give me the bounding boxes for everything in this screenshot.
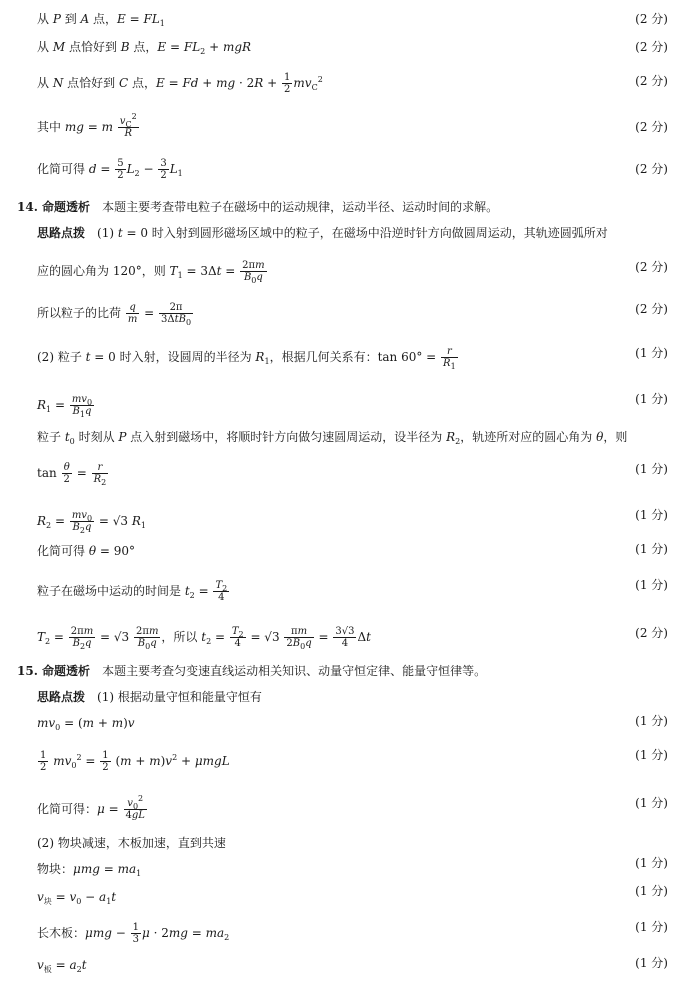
text-line-21: $\frac{1}{2}$ $mv_0^2$ = $\frac{1}{2}$ $(m + m)v^2 + \mu mgL$: [40, 750, 230, 773]
text-line-16: 粒子在磁场中运动的时间是 $t_2$ = $\frac{T_2}{4}$: [37, 580, 228, 603]
text-line-4: 其中 mg = m $\frac{v_C^2}{R}$: [37, 112, 137, 139]
text-line-9: 所以粒子的比荷 $\frac{q}{m}$ = $\frac{2\pi}{3\Delta tB_0}$: [37, 302, 192, 327]
text-line-24: 物块：$\mu mg = ma_1$: [37, 862, 142, 878]
score-label: (1 分): [635, 748, 668, 762]
score-label: (2 分): [635, 302, 668, 316]
text-line-25: $v_块 = v_0 - a_1t$: [37, 890, 117, 906]
text-line-22: 化简可得：μ = $\frac{v_0^2}{4gL}$: [37, 794, 145, 821]
score-label: (1 分): [635, 508, 668, 522]
score-label: (1 分): [635, 884, 668, 898]
score-label: (1 分): [635, 462, 668, 476]
score-label: (1 分): [635, 346, 668, 360]
score-label: (1 分): [635, 920, 668, 934]
score-label: (2 分): [635, 40, 668, 54]
score-label: (2 分): [635, 12, 668, 26]
score-label: (1 分): [635, 542, 668, 556]
score-label: (2 分): [635, 626, 668, 640]
score-label: (2 分): [635, 162, 668, 176]
score-label: (2 分): [635, 260, 668, 274]
text-line-23: (2) 物块减速，木板加速，直到共速: [37, 836, 226, 850]
text-line-14: $R_2$ = $\frac{mv_0}{B_2q}$ = √3 $R_1$: [37, 510, 146, 535]
text-line-10: (2) 粒子 t = 0 时入射，设圆周的半径为 $R_1$，根据几何关系有：tan 60° = $\frac{r}{R_1}$: [37, 346, 456, 371]
score-label: (1 分): [635, 392, 668, 406]
text-line-19: 思路点拨 (1) 根据动量守恒和能量守恒有: [37, 690, 262, 704]
text-line-8: 应的圆心角为 120°，则 $T_1 = 3\Delta t$ = $\frac{2\pi m}{B_0q}$: [37, 260, 265, 285]
text-line-1: 从 P 到 A 点，$E = FL_1$: [37, 12, 165, 28]
text-line-7: 思路点拨 (1) t = 0 时入射到圆形磁场区域中的粒子，在磁场中沿逆时针方向做圆周运动，其轨迹圆弧所对: [37, 226, 608, 240]
text-line-2: 从 M 点恰好到 B 点，$E = FL_2$ + mgR: [37, 40, 252, 56]
text-line-5: 化简可得 d = $\frac{5}{2}$ $L_2$ − $\frac{3}{2}$ $L_1$: [37, 158, 183, 181]
score-label: (1 分): [635, 956, 668, 970]
text-line-12: 粒子 $t_0$ 时刻从 P 点入射到磁场中，将顺时针方向做匀速圆周运动，设半径为 $R_2$，轨迹所对应的圆心角为 θ，则: [37, 430, 628, 446]
score-label: (2 分): [635, 120, 668, 134]
score-label: (1 分): [635, 796, 668, 810]
text-line-15: 化简可得 θ = 90°: [37, 544, 136, 558]
text-line-27: $v_板 = a_2t$: [37, 958, 87, 974]
text-line-3: 从 N 点恰好到 C 点，E = Fd + mg · 2R + $\frac{1}{2}$ $mv_C^2$: [37, 72, 323, 95]
score-label: (2 分): [635, 74, 668, 88]
text-line-20: $mv_0 = (m + m)v$: [37, 716, 135, 732]
text-line-17: $T_2$ = $\frac{2\pi m}{B_2q}$ = √3 $\frac{2\pi m}{B_0q}$ ，所以 $t_2$ = $\frac{T_2}{4}$ = √3 $\frac{\pi m}{2B_0q}$ = $\frac{3√3}{4}$ Δt: [37, 626, 371, 651]
question-14-analysis: 14. 命题透析 本题主要考查带电粒子在磁场中的运动规律，运动半径、运动时间的求解。: [17, 200, 499, 214]
score-label: (1 分): [635, 856, 668, 870]
score-label: (1 分): [635, 714, 668, 728]
text-line-13: tan $\frac{\theta}{2}$ = $\frac{r}{R_2}$: [37, 462, 107, 487]
text-line-11: $R_1$ = $\frac{mv_0}{B_1q}$: [37, 394, 93, 419]
question-15-analysis: 15. 命题透析 本题主要考查匀变速直线运动相关知识、动量守恒定律、能量守恒律等。: [17, 664, 487, 678]
score-label: (1 分): [635, 578, 668, 592]
text-line-26: 长木板：μmg − $\frac{1}{3}$ $\mu \cdot 2mg = ma_2$: [37, 922, 230, 945]
